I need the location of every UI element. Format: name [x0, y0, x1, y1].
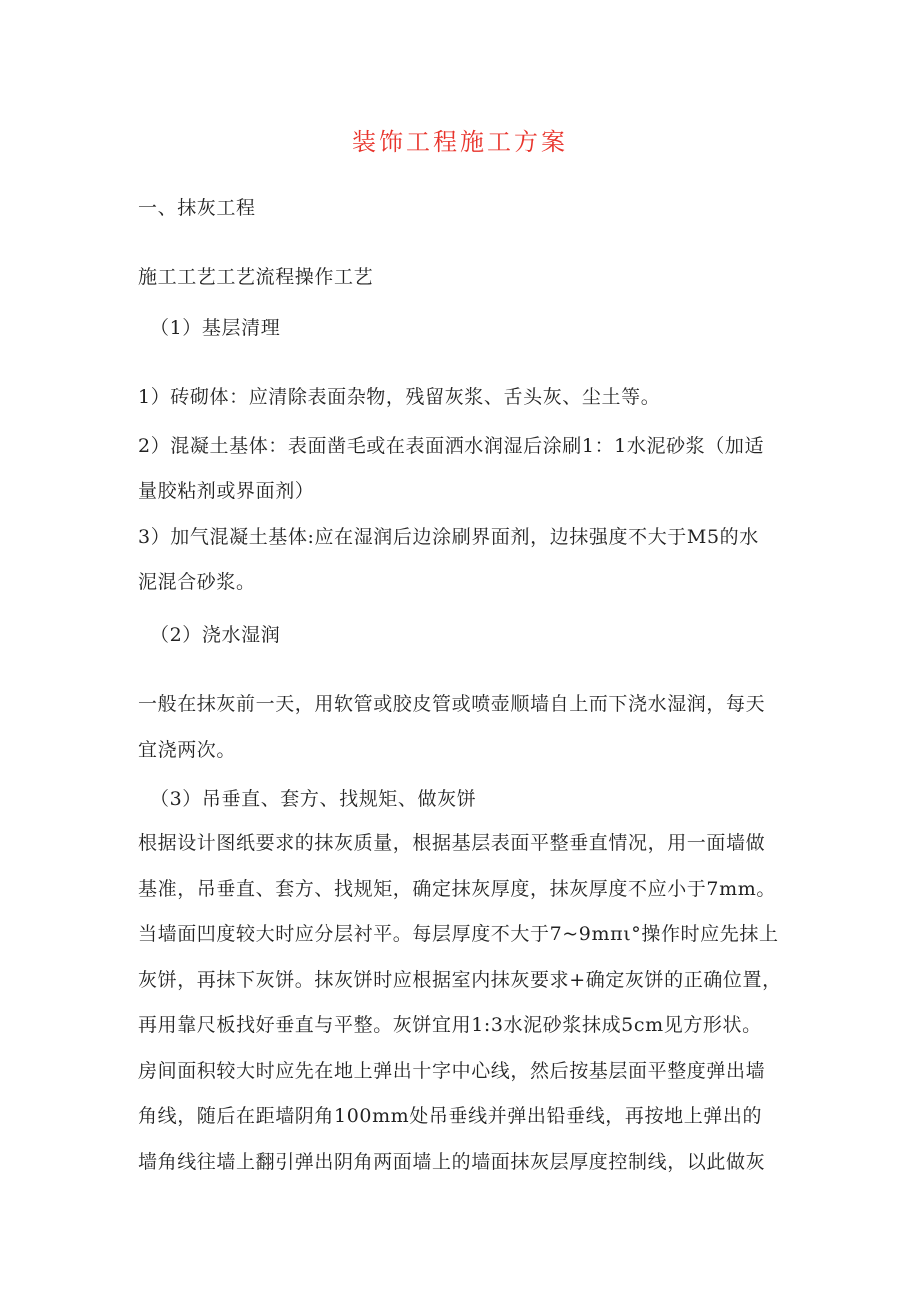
document-title: 装饰工程施工方案 — [352, 128, 568, 156]
subsection-heading: （1）基层清理 — [150, 317, 281, 339]
paragraph-line: 墙角线往墙上翻引弹出阴角两面墙上的墙面抹灰层厚度控制线，以此做灰 — [138, 1151, 766, 1173]
paragraph-line: 再用靠尺板找好垂直与平整。灰饼宜用1:3水泥砂浆抹成5cm见方形状。 — [138, 1014, 762, 1036]
paragraph-line: 3）加气混凝土基体:应在湿润后边涂刷界面剂，边抹强度不大于M5的水 — [138, 526, 759, 548]
paragraph-line: 一般在抹灰前一天，用软管或胶皮管或喷壶顺墙自上而下浇水湿润，每天 — [138, 693, 766, 715]
paragraph-line: 房间面积较大时应先在地上弹出十字中心线，然后按基层面平整度弹出墙 — [138, 1060, 766, 1082]
paragraph-line: 2）混凝土基体：表面凿毛或在表面洒水润湿后涂刷1：1水泥砂浆（加适 — [138, 435, 765, 457]
subsection-heading: （2）浇水湿润 — [150, 624, 281, 646]
paragraph-line: 基准，吊垂直、套方、找规矩，确定抹灰厚度，抹灰厚度不应小于7mm。 — [138, 878, 776, 900]
paragraph-line: 根据设计图纸要求的抹灰质量，根据基层表面平整垂直情况，用一面墙做 — [138, 832, 766, 854]
paragraph-line: 角线，随后在距墙阴角100mm处吊垂线并弹出铅垂线，再按地上弹出的 — [138, 1105, 763, 1127]
paragraph-line: 施工工艺工艺流程操作工艺 — [138, 266, 374, 288]
paragraph-line: 灰饼，再抹下灰饼。抹灰饼时应根据室内抹灰要求+确定灰饼的正确位置， — [138, 969, 782, 991]
paragraph-line: 1）砖砌体：应清除表面杂物，残留灰浆、舌头灰、尘土等。 — [138, 386, 661, 408]
paragraph-line: 量胶粘剂或界面剂） — [138, 480, 315, 502]
paragraph-line: 当墙面凹度较大时应分层衬平。每层厚度不大于7~9mπι°操作时应先抹上 — [138, 923, 779, 945]
paragraph-line: 泥混合砂浆。 — [138, 571, 256, 593]
subsection-heading: （3）吊垂直、套方、找规矩、做灰饼 — [150, 788, 477, 810]
section-heading: 一、抹灰工程 — [138, 197, 256, 219]
paragraph-line: 宜浇两次。 — [138, 739, 237, 761]
